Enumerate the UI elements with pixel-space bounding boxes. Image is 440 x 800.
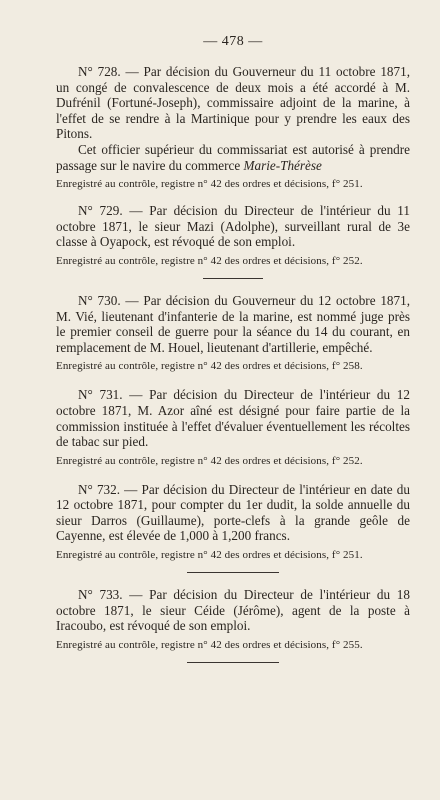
decision-text: N° 733. — Par décision du Directeur de l'intérieur du 18 octobre 1871, le sieur Céide (Jérôme), agent de la poste à Iracoubo, est révoqué de son emploi. — [56, 587, 410, 634]
decision-text: N° 729. — Par décision du Directeur de l'intérieur du 11 octobre 1871, le sieur Mazi (Adolphe), surveillant rural de 3e classe à Oyapock, est révoqué de son emploi. — [56, 203, 410, 250]
decision-732 — [56, 482, 410, 562]
decision-733 — [56, 587, 410, 652]
registry-note: Enregistré au contrôle, registre n° 42 des ordres et décisions, f° 251. — [56, 549, 363, 562]
decision-730 — [56, 293, 410, 373]
registry-note: Enregistré au contrôle, registre n° 42 des ordres et décisions, f° 258. — [56, 360, 363, 373]
decision-text: N° 730. — Par décision du Gouverneur du 12 octobre 1871, M. Vié, lieutenant d'infanterie de la marine, est nommé juge près le premier conseil de guerre pour la séance du 14 du courant, en remplacement de M. Houel, lieutenant d'artillerie, empêché. — [56, 292, 410, 355]
decision-text-continued — [56, 142, 410, 173]
section-divider — [187, 662, 279, 663]
section-divider — [203, 278, 263, 279]
decision-text-part: Cet officier supérieur du commissariat est autorisé à prendre passage sur le navire du commerce — [56, 141, 410, 173]
decision-728 — [56, 64, 410, 191]
registry-note: Enregistré au contrôle, registre n° 42 des ordres et décisions, f° 252. — [56, 254, 363, 267]
page-number: — 478 — — [203, 34, 263, 49]
decision-729 — [56, 203, 410, 268]
registry-note: Enregistré au contrôle, registre n° 42 des ordres et décisions, f° 255. — [56, 638, 363, 651]
decision-text: N° 731. — Par décision du Directeur de l'intérieur du 12 octobre 1871, M. Azor aîné est désigné pour faire partie de la commission instituée à l'effet d'évaluer éventuellement les récoltes de tabac sur pied. — [56, 387, 410, 450]
decision-text: N° 732. — Par décision du Directeur de l'intérieur en date du 12 octobre 1871, pour compter du 1er dudit, la solde annuelle du sieur Darros (Guillaume), porte-clefs à la grande geôle de Cayenne, est élevée de 1,000 à 1,200 francs. — [56, 481, 410, 544]
registry-note: Enregistré au contrôle, registre n° 42 des ordres et décisions, f° 252. — [56, 454, 363, 467]
ship-name: Marie-Thérèse — [243, 157, 322, 173]
section-divider — [187, 572, 279, 573]
registry-note: Enregistré au contrôle, registre n° 42 des ordres et décisions, f° 251. — [56, 178, 363, 191]
decision-731 — [56, 387, 410, 467]
decision-text: N° 728. — Par décision du Gouverneur du 11 octobre 1871, un congé de convalescence de deux mois a été accordé à M. Dufrénil (Fortuné-Joseph), commissaire adjoint de la marine, à l'effet de se rendre à la Martinique pour y prendre les eaux des Pitons. — [56, 64, 410, 142]
